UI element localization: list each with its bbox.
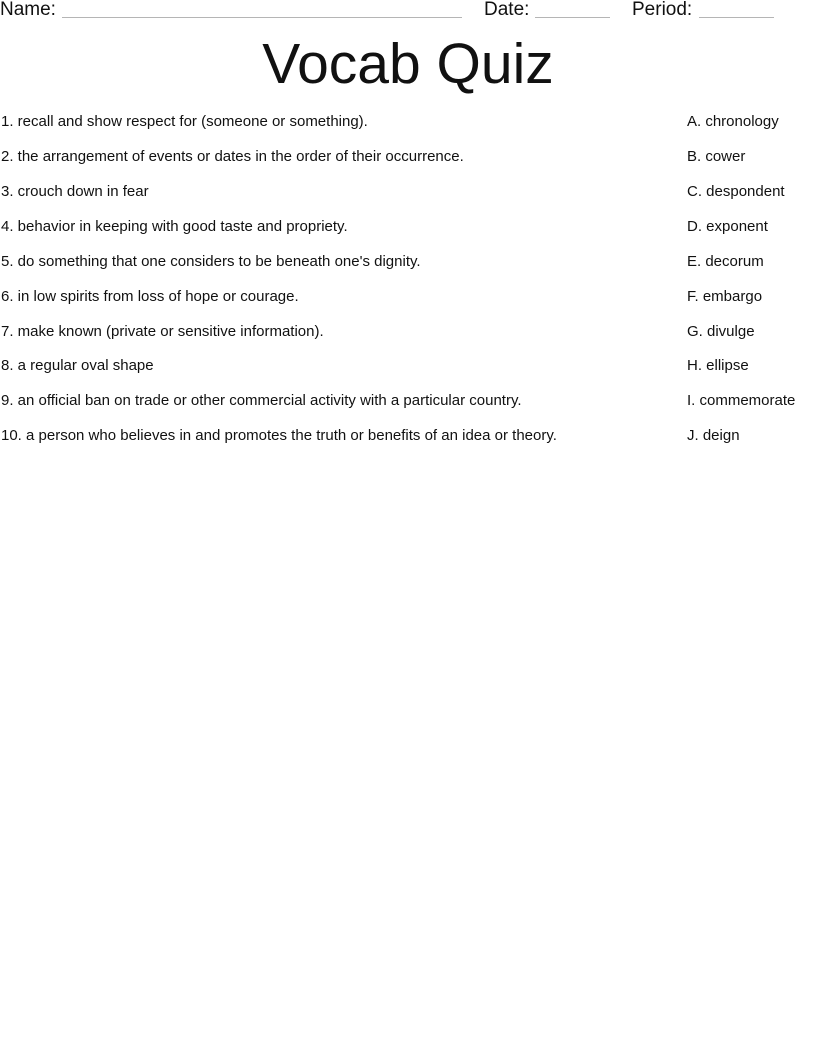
clue-text: 3. crouch down in fear — [1, 183, 149, 200]
question-row — [0, 182, 816, 202]
date-label: Date: — [484, 0, 530, 20]
question-row — [0, 391, 816, 411]
clue-text: 8. a regular oval shape — [1, 357, 154, 374]
clue-text: 2. the arrangement of events or dates in the order of their occurrence. — [1, 148, 464, 165]
clue-text: 10. a person who believes in and promotes the truth or benefits of an idea or theory. — [1, 427, 557, 444]
answer-option: J. deign — [687, 427, 740, 444]
question-row — [0, 426, 816, 446]
period-blank[interactable] — [699, 17, 774, 18]
answer-option: F. embargo — [687, 288, 763, 305]
question-row — [0, 356, 816, 376]
answer-option: E. decorum — [687, 253, 764, 270]
clue-text: 5. do something that one considers to be beneath one's dignity. — [1, 253, 421, 270]
clue-text: 9. an official ban on trade or other commercial activity with a particular country. — [1, 392, 522, 409]
clue-text: 1. recall and show respect for (someone or something). — [1, 113, 368, 130]
answer-option: H. ellipse — [687, 357, 749, 374]
name-blank[interactable] — [62, 17, 462, 18]
question-row — [0, 147, 816, 167]
question-row — [0, 217, 816, 237]
clue-text: 4. behavior in keeping with good taste and propriety. — [1, 218, 348, 235]
answer-option: C. despondent — [687, 183, 785, 200]
answer-option: A. chronology — [687, 113, 779, 130]
answer-option: B. cower — [687, 148, 746, 165]
question-row — [0, 287, 816, 307]
period-label: Period: — [632, 0, 693, 20]
question-row — [0, 252, 816, 272]
clue-text: 7. make known (private or sensitive information). — [1, 323, 324, 340]
answer-option: I. commemorate — [687, 392, 796, 409]
name-label: Name: — [0, 0, 56, 20]
clue-text: 6. in low spirits from loss of hope or courage. — [1, 288, 299, 305]
quiz-title: Vocab Quiz — [262, 32, 554, 96]
date-blank[interactable] — [535, 17, 610, 18]
question-row — [0, 322, 816, 342]
answer-option: G. divulge — [687, 323, 755, 340]
answer-option: D. exponent — [687, 218, 768, 235]
question-row — [0, 112, 816, 132]
